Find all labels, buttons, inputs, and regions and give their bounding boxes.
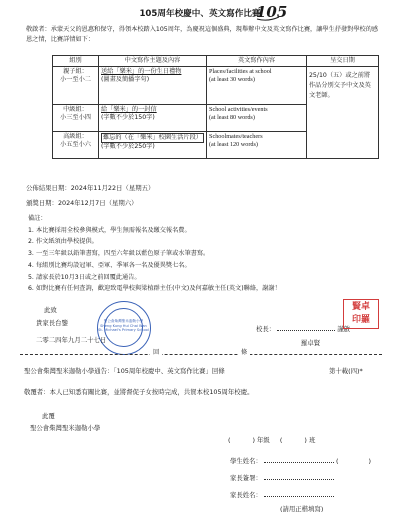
grade-cell <box>53 105 99 132</box>
class-line: ( ) 年級 ( ) 班 <box>228 436 316 444</box>
chinese-topic-cell <box>99 105 207 132</box>
list-item: 4. 每組別比賽均設冠軍、亞軍、季軍各一名及優異獎七名。 <box>28 261 191 269</box>
remarks-label: 備註： <box>28 215 47 222</box>
chinese-topic-detail: (字數不少於250字) <box>101 143 155 151</box>
cut-line <box>20 354 382 355</box>
grade-group: 中級組： <box>63 106 88 114</box>
class-label: 班 <box>308 436 316 444</box>
chinese-topic-detail: (字數不少於150字) <box>101 114 155 122</box>
header-chinese-topic: 中文寫作主題及內容 <box>99 56 207 67</box>
closing-this: 此致 <box>44 306 57 314</box>
english-topic-cell <box>207 132 307 159</box>
grade-range: 小三至小四 <box>60 114 91 122</box>
list-item: 2. 作文紙須由學校提供。 <box>28 238 98 246</box>
english-topic-title: Places/facilities at school <box>209 68 272 76</box>
english-topic-detail: (at least 120 words) <box>209 141 258 149</box>
notice-date: 二零二四年九月二十七日 <box>36 336 107 344</box>
list-item: 5. 請家長於10月3日或之前回覆此通告。 <box>28 273 141 281</box>
page-title: 105周年校慶中、英文寫作比賽 <box>139 9 261 19</box>
chinese-topic-cell <box>99 67 207 105</box>
parent-signature-field[interactable]: 家長簽署： <box>230 474 334 482</box>
reply-this: 此覆 <box>42 412 55 420</box>
reply-school-line: 聖公會柴灣聖米迦勒小學通告：「105周年校慶中、英文寫作比賽」回條 <box>24 367 225 375</box>
list-item: 6. 如對比賽有任何查詢，歡迎致電學校與梁植群主任(中文)及何嘉敏主任(英文)聯絡，謝謝！ <box>28 285 281 293</box>
table-row <box>53 67 379 105</box>
chinese-topic-title: 給「樂米」的一封信 <box>101 106 157 114</box>
english-topic-title: School activities/events <box>209 106 268 114</box>
logo-text: 105 <box>256 3 288 21</box>
competition-table <box>52 55 379 159</box>
principal-label: 校長： <box>256 325 276 333</box>
student-name-field[interactable]: 學生姓名： ( ) <box>230 457 372 465</box>
english-topic-detail: (at least 80 words) <box>209 114 255 122</box>
header-english-topic: 英文寫作內容 <box>207 56 307 67</box>
school-seal <box>97 301 151 355</box>
chinese-topic-title: 送給「樂米」的一份生日禮物 <box>101 68 182 76</box>
parent-name-field[interactable]: 家長姓名： <box>230 491 334 499</box>
remarks-list <box>28 225 388 295</box>
principal-name: 羅卓賢 <box>301 339 321 347</box>
principal-suffix: 謹啟 <box>337 325 351 333</box>
grade-label: 年級 <box>257 436 270 444</box>
cut-label-left: 回 <box>150 349 162 357</box>
announce-date: 公佈結果日期：2024年11月22日（星期五） <box>26 184 155 192</box>
english-topic-cell <box>207 105 307 132</box>
chinese-topic-detail: (圖畫及簡播字句) <box>101 76 150 84</box>
english-topic-detail: (at least 30 words) <box>209 76 255 84</box>
fill-instruction: (請用正楷填寫) <box>280 505 324 513</box>
anniversary-logo <box>255 1 288 21</box>
grade-group: 高級組： <box>63 133 88 141</box>
grade-group: 親子組： <box>63 68 88 76</box>
table-header-row <box>53 56 379 67</box>
chinese-topic-cell <box>99 132 207 159</box>
submit-date-text: 25/10（五）或之前將作品分別交予中文及英文老師。 <box>309 72 371 100</box>
reply-school: 聖公會柴灣聖米迦勒小學 <box>30 424 101 432</box>
grade-cell <box>53 132 99 159</box>
intro-paragraph: 敬啟者：承蒙天父的恩惠和保守，得領本校踏入105周年，為慶祝這個盛典，現舉辦中文及英文寫作比賽，讓學生抒發對學校的感恩之情，比賽詳情如下： <box>26 26 379 43</box>
cut-label-right: 條 <box>238 349 250 357</box>
principal-seal: 賢卓 印羅 <box>343 299 379 329</box>
principal-signature-line <box>256 325 350 333</box>
reply-body: 敬覆者：本人已知悉有關比賽，並將督促子女按時完成，共賀本校105周年校慶。 <box>24 388 254 396</box>
list-item: 1. 本比賽採用全校參與模式，學生無需報名及繳交報名費。 <box>28 226 191 234</box>
chinese-topic-title: 難忘的（在「樂米」校園生活片段） <box>101 133 204 143</box>
english-topic-title: Schoolmates/teachers <box>209 133 263 141</box>
grade-range: 小一至小二 <box>60 76 91 84</box>
remarks-section <box>28 213 388 295</box>
submit-date-cell <box>307 67 379 159</box>
reply-notice-number: 第十載(四)* <box>329 367 363 375</box>
grade-range: 小五至小六 <box>60 141 91 149</box>
award-date: 頒獎日期：2024年12月7日（星期六） <box>26 199 138 207</box>
header-grade: 組別 <box>53 56 99 67</box>
header-submit-date: 呈交日期 <box>307 56 379 67</box>
list-item: 3. 一至三年級以鉛筆書寫，四至六年級以藍色原子筆或水筆書寫。 <box>28 250 210 258</box>
school-seal-text: 聖公會柴灣聖米迦勒小學 Sheng Kung Hui Chai Wan St. Michael's Primary School <box>98 319 149 333</box>
closing-recipient: 貴家長台鑒 <box>36 319 68 327</box>
grade-cell <box>53 67 99 105</box>
english-topic-cell <box>207 67 307 105</box>
